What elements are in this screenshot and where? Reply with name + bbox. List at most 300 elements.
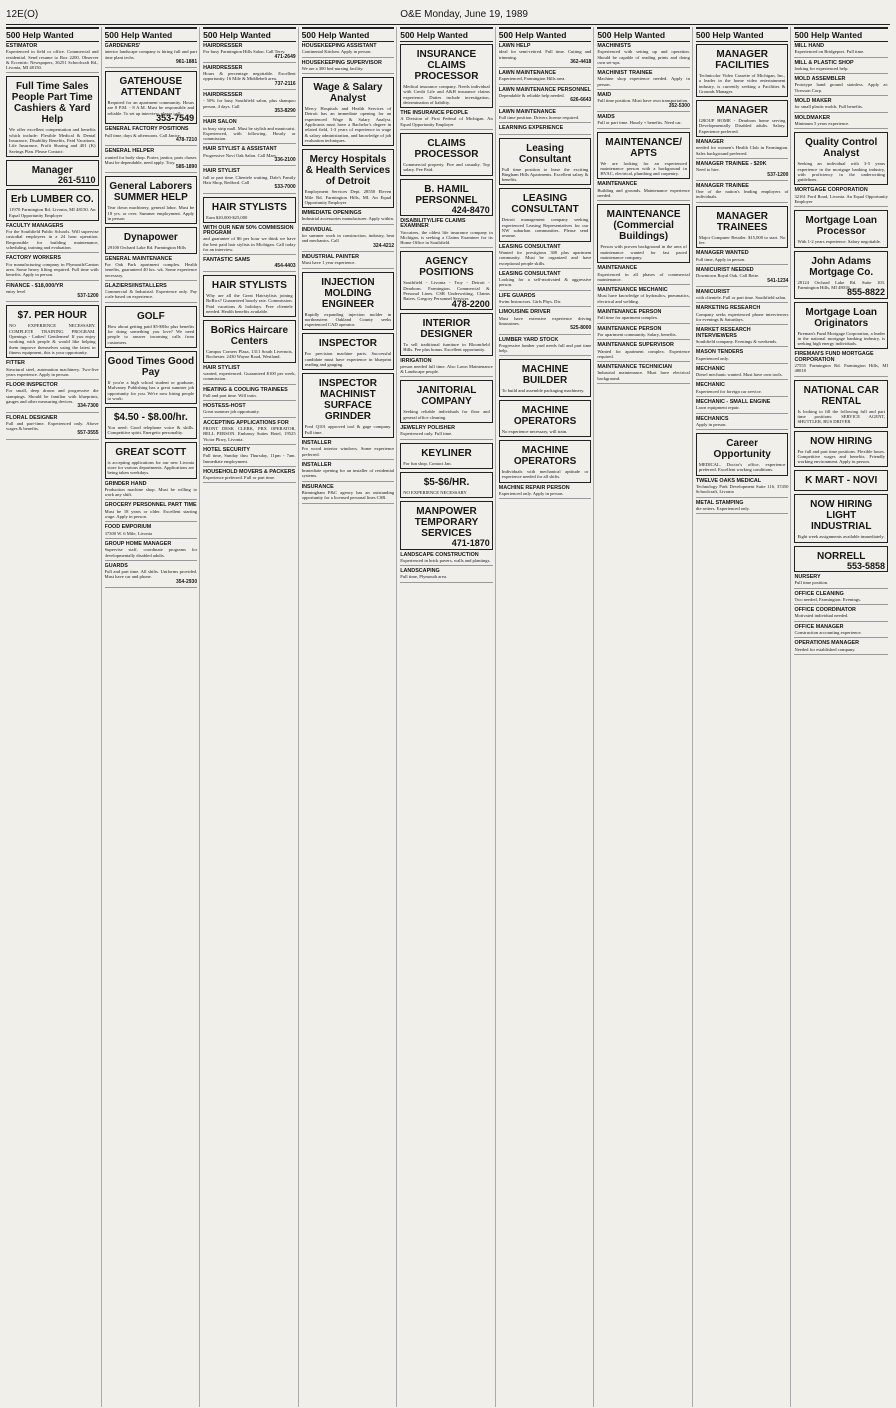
ad-body: Technicolor Video Cassette of Michigan, Inc., a leader in the home video entertainment industry, is currently seeking a Facilities & Grounds Manager. — [698, 73, 786, 94]
ad-title: INSURANCE — [301, 483, 334, 490]
ad-body: Full time position. Drivers license required. — [498, 114, 580, 120]
ad-title: MAINTENANCE MECHANIC — [597, 287, 668, 294]
ad-body: Progressive Novi Oak Salon. Call Mary. — [203, 152, 278, 158]
ad-title: MOLD MAKER — [794, 98, 832, 105]
ad-body: needed for women's Health Club in Farmington. Sales background preferred. — [695, 145, 789, 156]
ad-body: die setters. Experienced only. — [695, 505, 750, 511]
issue-date: O&E Monday, June 19, 1989 — [400, 8, 528, 20]
classified-ad — [696, 479, 789, 498]
ad-phone: 261-5110 — [58, 174, 96, 185]
column-heading: 500 Help Wanted — [499, 27, 592, 42]
ad-title: FACULTY MANAGERS — [6, 222, 64, 229]
ad-title: HAIR STYLIST & ASSISTANT — [203, 146, 277, 153]
ad-phone: 626-6643 — [570, 97, 592, 104]
ad-title: MAINTENANCE (Commercial Buildings) — [606, 209, 681, 243]
ad-body: Full and part time. All shifts. Uniforms provided. Must have car and phone. — [104, 569, 198, 580]
ad-body: Experienced in field or office. Commercial and residential. Send resume to Box 2200, Observer & Eccentric Newspapers, 36251 Schoolcraft Rd., Livonia, MI 48150. — [6, 49, 99, 71]
ad-body: Full time, days & afternoons. Call Janice. — [104, 132, 181, 138]
ad-body: For full and part time positions. Flexible hours. Competitive wages and benefits. Friendly working environment. Apply in person. — [797, 448, 885, 465]
ad-title: $4.50 - $8.00/hr. — [113, 412, 188, 424]
ad-title: Career Opportunity — [713, 438, 771, 461]
classified-ad — [6, 361, 99, 380]
ad-title: Manager — [31, 164, 73, 176]
classified-ad — [597, 115, 690, 129]
ad-title: FANTASTIC SAMS — [203, 257, 251, 264]
classified-ad — [400, 443, 493, 469]
column-heading: 500 Help Wanted — [794, 27, 888, 42]
ad-body: Supervise staff, coordinate programs for developmentally disabled adults. — [104, 547, 198, 558]
classified-column — [203, 27, 299, 1407]
ad-title: LIFE GUARDS — [498, 292, 536, 299]
ad-title: HOUSEHOLD MOVERS & PACKERS — [203, 468, 296, 475]
ad-phone: 737-2116 — [274, 80, 296, 87]
classified-ad — [794, 575, 888, 589]
classified-ad — [794, 132, 888, 185]
ad-title: MAIDS — [597, 113, 615, 120]
ad-title: MAINTENANCE SUPERVISOR — [597, 342, 674, 349]
ad-body: Experience preferred. Full or part time. — [203, 475, 276, 481]
ad-body: - 50% for busy Southfield salon, plus shampoo person, 4 days. Call — [203, 98, 296, 109]
classified-ad — [400, 111, 493, 130]
ad-body: We are looking for an experienced maintenance person with a background in HVAC, electrical, plumbing and carpentry. — [600, 160, 687, 177]
ad-body: Two needed, Farmington. Evenings. — [794, 596, 861, 602]
ad-body: Swim Instructors. Girls Phys. Dir. — [498, 299, 562, 305]
ad-title: K MART - NOVI — [805, 475, 878, 487]
classified-ad — [696, 162, 789, 181]
ad-body: Minimum 5 years experience. — [794, 120, 850, 126]
ad-title: HOUSEKEEPING SUPERVISOR — [301, 59, 382, 66]
classified-ad — [302, 61, 395, 75]
ad-body: Hours & percentage negotiable. Excellent opportunity. 16 Mile & Middlebelt area. — [203, 71, 296, 82]
ad-title: MANAGER TRAINEE — [695, 182, 749, 189]
ad-title: ACCEPTING APPLICATIONS FOR — [203, 419, 289, 426]
ad-body: Structural steel, automation machinery. Two-five years experience. Apply in person. — [6, 366, 99, 377]
ad-body: person needed full time. Also Lawn Maintenance & Landscape people. — [400, 363, 493, 375]
classified-ad — [400, 313, 493, 356]
ad-body: If you're a high school student or graduate, Mulvaney Publishing has a great summer job opportunity for you. We're now hiring people to work: — [107, 379, 195, 401]
ad-body: Diesel mechanic wanted. Must have own tools. — [695, 372, 783, 378]
ad-title: HAIR STYLIST — [203, 364, 240, 371]
ad-body: Lawn equipment repair. — [695, 405, 740, 411]
ad-body: No experience necessary, will train. — [501, 428, 568, 434]
ad-title: LEASING CONSULTANT — [498, 243, 561, 250]
ad-body: Experienced with setting up and operation. Should be capable of reading prints and doing own set-ups. — [597, 49, 690, 65]
classified-ad — [597, 343, 690, 362]
ad-title: JEWELRY POLISHER — [400, 425, 456, 432]
classified-column — [794, 27, 890, 1407]
classified-ad — [794, 431, 888, 468]
ad-body: Production machine shop. Must be willing to work any shift. — [104, 486, 198, 498]
classified-ad — [105, 306, 198, 348]
ad-title: LUMBER YARD STOCK — [498, 336, 559, 343]
classified-ad — [597, 365, 690, 384]
ad-title: MOLD ASSEMBLER — [794, 76, 846, 83]
ad-body: Building and grounds. Maintenance experience needed. — [597, 187, 690, 199]
ad-body: For the Southfield Public Schools. Will supervise custodial employees in a 24 hour operation. Responsible for building maintenance, scheduling, training and evaluation. — [6, 229, 99, 251]
classified-ad — [794, 494, 888, 542]
ad-body: for summer work in construction, industry, heat and mechanics. Call — [301, 233, 395, 244]
ad-title: LAWN MAINTENANCE — [498, 70, 556, 77]
ad-title: WITH OUR NEW 50% COMMISSION PROGRAM — [203, 224, 294, 237]
ad-title: FLOOR INSPECTOR — [6, 382, 58, 389]
ad-body: wanted for body shop. Porter, janitor, parts chaser. Must be dependable, need apply. Troy. — [104, 154, 198, 165]
classified-ad — [203, 366, 296, 385]
ad-body: Dependable & reliable help needed. — [498, 93, 565, 99]
classified-ad — [105, 149, 198, 173]
classified-ad — [302, 272, 395, 331]
classified-ad — [203, 66, 296, 90]
ad-title: FITTER — [6, 360, 25, 367]
ad-body: One of the nation's leading employers of individuals. — [695, 189, 789, 200]
classified-ad — [302, 255, 395, 269]
classified-ad — [597, 182, 690, 201]
ad-body: How about getting paid $5-$8/hr plus benefits for doing something you love? We need people to answer incoming calls from customers. — [107, 323, 195, 345]
classified-column — [499, 27, 595, 1407]
ad-body: With 1-2 years experience. Salary negotiable. — [797, 239, 882, 245]
ad-body: Need to hire. — [695, 167, 720, 173]
ad-body: Full time for apartment complex. — [597, 315, 659, 321]
ad-title: HAIRDRESSER — [203, 43, 243, 49]
classified-ad — [400, 501, 493, 549]
classified-ad — [794, 44, 888, 58]
ad-title: MANPOWER TEMPORARY SERVICES — [414, 506, 479, 540]
ad-body: For wood interior windows. Some experience preferred. — [301, 446, 395, 457]
ad-title: HAIR STYLISTS — [211, 279, 287, 291]
ad-body: Ford Q101 approved tool & gage company. Full time. — [304, 424, 392, 435]
classified-ad — [696, 400, 789, 414]
ad-body: Must have 1 year experience. — [301, 260, 356, 266]
classified-ad — [499, 188, 592, 241]
ad-phone: 353-7549 — [156, 113, 195, 124]
ad-title: MACHINE OPERATORS — [513, 444, 577, 467]
ad-phone: 557-3555 — [77, 430, 99, 437]
ad-body: Looking for a self-motivated & aggressive person. — [498, 277, 592, 288]
classified-ad — [105, 127, 198, 146]
ad-title: NURSERY — [794, 573, 821, 580]
ad-title: MAINTENANCE — [597, 181, 638, 188]
classified-column — [696, 27, 792, 1407]
classified-ad — [696, 350, 789, 364]
classified-ad — [400, 426, 493, 440]
ad-body: Full and part time. Will train. — [203, 392, 257, 398]
ad-phone: 352-5300 — [668, 102, 690, 109]
ad-title: MILL & PLASTIC SHOP — [794, 59, 854, 66]
classified-ad — [696, 290, 789, 304]
ad-body: 32161 Ford Road, Livonia. An Equal Opportunity Employer — [794, 193, 888, 205]
ad-title: MACHINIST TRAINEE — [597, 70, 653, 77]
ad-body: in busy strip mall. Must be stylish and manicurist. Experienced, with following. Hourly or commission. — [203, 125, 296, 142]
classified-ad — [794, 352, 888, 376]
ad-title: MANICURIST — [695, 288, 730, 295]
ad-body: Progressive lumber yard needs full and part time help. — [498, 342, 592, 354]
classified-column — [597, 27, 693, 1407]
ad-body: Is looking to fill the following full and part time positions: SERVICE AGENT, SHUTTLER, BUS DRIVER — [797, 408, 885, 425]
ad-phone: 585-1890 — [175, 164, 198, 171]
ad-body: Machine shop experience needed. Apply in person. — [597, 76, 690, 87]
classified-ad — [400, 179, 493, 216]
ad-title: HOSTESS-HOST — [203, 403, 246, 410]
ad-phone: 334-7300 — [77, 403, 99, 410]
ad-body: Full and part-time. Experienced only. Above wages & benefits. — [6, 420, 99, 432]
classified-ad — [105, 503, 198, 522]
classified-ad — [203, 93, 296, 117]
ad-title: INSURANCE CLAIMS PROCESSOR — [414, 49, 479, 82]
ad-title: MORTGAGE CORPORATION — [794, 187, 868, 194]
classified-ad — [302, 77, 395, 146]
ad-body: Experienced in brick pavers, walls and plantings. — [400, 557, 491, 563]
ad-title: HAIR STYLIST — [203, 168, 240, 175]
ad-body: We offer excellent compensation and benefits which include: Flexible Medical & Dental Insurance, Disability Benefits, Paid Vacations, Life Insurance, Profit Sharing and 401 (K) Savings Plan. Please Contact: — [9, 127, 96, 154]
ad-body: Must have extensive experience driving limousines. — [498, 315, 592, 326]
ad-body: Experienced only. Apply in person. — [498, 490, 564, 496]
classified-ad — [302, 441, 395, 460]
classified-ad — [794, 380, 888, 428]
ad-body: is accepting applications for our new Livonia store for various departments. Applications are being taken weekdays. — [107, 459, 195, 476]
ad-title: HOTEL SECURITY — [203, 446, 251, 453]
ad-body: Required for an apartment community. Hours are 8 P.M. - 8 A.M. Must be responsible and reliable. To set up interview, please call: — [107, 100, 195, 116]
ad-title: FLORAL DESIGNER — [6, 414, 58, 421]
ad-phone: 478-7210 — [175, 136, 198, 143]
ad-title: MANAGER — [695, 139, 724, 146]
ad-body: 29100 Orchard Lake Rd. Farmington Hills — [107, 245, 186, 251]
classified-column — [400, 27, 496, 1407]
classified-ad — [597, 327, 690, 341]
ad-body: and guarantee of $6 per hour we think we have the best paid hair stylists in Michigan. Call today for an interview. — [203, 236, 296, 253]
ad-body: Campus Corners Plaza, 1311 South Livernois, Rochester. 2430 Wayne Road, Westland. — [206, 349, 293, 360]
classified-ad — [696, 100, 789, 137]
ad-title: GENERAL FACTORY POSITIONS — [104, 126, 189, 133]
ad-body: Full time position. Must have own transportation. — [597, 98, 689, 104]
ad-body: Birmingham P&C agency has an outstanding opportunity for a licensed personal lines CSR. — [301, 489, 395, 501]
ad-body: Experienced only. Full time. — [400, 431, 453, 437]
ad-body: For manufacturing company in Plymouth/Canton area. Some heavy lifting required. Full time with benefits. Apply in person. — [6, 261, 99, 278]
ad-title: MAINTENANCE TECHNICIAN — [597, 364, 672, 371]
ad-body: Full or part time. Hourly + benefits. Need car. — [597, 120, 682, 126]
classified-ad — [597, 266, 690, 285]
ad-phone: 362-4418 — [570, 58, 592, 65]
ad-body: Prototype hand ground stainless. Apply at: Tirexson Corp. — [794, 82, 888, 93]
ad-phone: 324-4212 — [373, 242, 395, 249]
classified-ad — [6, 383, 99, 412]
ad-body: 27555 Farmington Rd. Farmington Hills, MI 48018 — [794, 363, 888, 374]
classified-ad — [696, 501, 789, 515]
ad-title: MANAGER — [716, 105, 768, 117]
ad-title: MECHANIC — [695, 382, 725, 389]
ad-title: HOUSEKEEPING ASSISTANT — [301, 43, 377, 49]
ad-body: Motivated individual needed. — [794, 613, 849, 619]
classified-ad — [597, 288, 690, 307]
ad-body: You need: Good telephone voice & skills. Competitive spirit. Energetic personality. — [107, 425, 195, 436]
ad-title: DISABILITY/LIFE CLAIMS EXAMINER — [400, 217, 466, 230]
ad-body: Employment Services Dept. 28550 Eleven Mile Rd. Farmington Hills, MI. An Equal Opportunity Employer — [304, 189, 392, 205]
ad-title: GRINDER HAND — [104, 480, 147, 487]
ad-title: MACHINE OPERATORS — [513, 404, 577, 427]
ad-title: MECHANICS — [695, 415, 729, 422]
classified-ad — [794, 99, 888, 113]
classified-ad — [597, 93, 690, 112]
ad-title: IRRIGATION — [400, 357, 432, 364]
ad-body: Experienced, Farmington Hills area. — [498, 76, 566, 82]
ad-phone: 424-8470 — [451, 204, 490, 215]
ad-title: LANDSCAPING — [400, 568, 440, 575]
classified-ad — [696, 367, 789, 381]
ad-body: GROUP HOME - Dearborn home serving Developmentally Disabled adults. Salary. Experience preferred. — [698, 118, 786, 134]
ad-title: OFFICE COORDINATOR — [794, 607, 856, 614]
classified-ad — [400, 472, 493, 498]
ad-phone: 353-8290 — [274, 107, 296, 114]
ad-title: LEARNING EXPERIENCE — [498, 125, 564, 132]
ad-body: For Oak Park apartment complex. Health benefits, guaranteed 40 hrs. wk. Some experience necessary. — [104, 261, 198, 278]
classified-ad — [499, 245, 592, 269]
classified-ad — [400, 380, 493, 423]
ad-title: HAIRDRESSER — [203, 64, 243, 71]
ad-body: Must have knowledge of hydraulics, pneumatics, electrical and welding. — [597, 293, 690, 304]
ad-title: MAINTENANCE — [597, 265, 638, 272]
ad-body: Medical insurance company. Needs individual with Credit Life and A&H insurance claims experience. Duties include investigation, determination of liability. — [403, 84, 490, 105]
ad-body: Experienced on Bridgeport. Full time. — [794, 49, 865, 55]
ad-body: Rapidly expanding injection molder in northeastern Oakland County seeks experienced CAD operator. — [304, 311, 392, 328]
classified-ad — [794, 302, 888, 350]
classified-ad — [6, 256, 99, 280]
ad-title: FIREMAN'S FUND MORTGAGE CORPORATION — [794, 351, 874, 363]
ad-phone: 478-2200 — [451, 298, 490, 309]
ad-body: Earn $20,000-$25,000 — [206, 214, 248, 220]
ad-title: John Adams Mortgage Co. — [809, 255, 874, 278]
classified-ad — [499, 440, 592, 483]
ad-title: MILL HAND — [794, 43, 824, 49]
classified-ad — [499, 359, 592, 396]
ad-body: Commercial property. Fire and casualty. Top salary. Fee Paid. — [403, 162, 490, 173]
classified-ad — [400, 569, 493, 583]
ad-phone: 471-2649 — [274, 53, 296, 60]
classified-ad — [203, 120, 296, 144]
classified-ad — [794, 608, 888, 622]
ad-body: with clientele. Full or part time. Southfield salon. — [695, 295, 787, 301]
ad-body: Great summer job opportunity. — [203, 409, 260, 415]
ad-body: Continental Kitchen. Apply in person. — [301, 49, 372, 55]
ad-title: MAINTENANCE PERSON — [597, 309, 662, 316]
ad-body: Commercial & Industrial. Experience only. Pay scale based on experience. — [104, 289, 198, 300]
ad-body: ideal for semi-retired. Full time. Cutting and trimming. — [498, 49, 592, 60]
ad-title: CLAIMS PROCESSOR — [414, 138, 479, 161]
ad-title: FOOD EMPORIUM — [104, 524, 152, 531]
ad-body: A Division of First Federal of Michigan. An Equal Opportunity Employer — [400, 116, 493, 127]
ad-title: HEATING & COOLING TRAINEES — [203, 386, 288, 393]
classified-ad — [499, 44, 592, 68]
classified-ad — [400, 219, 493, 248]
ad-body: Industrial maintenance. Must have electrical background. — [597, 370, 690, 381]
ad-phone: 454-4403 — [274, 262, 296, 269]
ad-title: Mortgage Loan Processor — [805, 215, 878, 238]
ad-phone: 533-7000 — [274, 184, 296, 191]
classified-ad — [696, 140, 789, 159]
ad-phone: 541-1234 — [767, 277, 789, 284]
ad-title: MECHANIC - SMALL ENGINE — [695, 398, 771, 405]
classified-ad — [794, 592, 888, 606]
ad-body: Tear down machinery, general labor. Must be 18 yrs. or over. Summer employment. Apply in person — [107, 205, 195, 222]
ad-body: Technology Park Development Suite 116, 37450 Schoolcraft, Livonia — [695, 484, 789, 495]
ad-body: To build and assemble packaging machinery. — [501, 388, 585, 394]
ad-title: GUARDS — [104, 562, 128, 569]
classified-ad — [499, 110, 592, 124]
classified-ad — [794, 625, 888, 639]
ad-body: Eight week assignments available immediately. — [797, 534, 885, 540]
column-heading: 500 Help Wanted — [203, 27, 296, 42]
classified-ad — [105, 564, 198, 588]
classified-ad — [794, 210, 888, 247]
ad-title: MARKETING RESEARCH — [695, 305, 761, 312]
ad-title: MACHINE BUILDER — [521, 364, 569, 387]
classified-columns — [6, 27, 890, 1407]
ad-title: MACHINE REPAIR PERSON — [498, 484, 570, 491]
ad-title: MAINTENANCE PERSON — [597, 325, 662, 332]
ad-body: entry level — [6, 288, 26, 294]
ad-title: MAID — [597, 92, 612, 99]
ad-title: GROCERY PERSONNEL PART TIME — [104, 502, 197, 509]
ad-phone: 961-1881 — [175, 58, 198, 65]
classified-ad — [302, 44, 395, 58]
classified-ad — [6, 305, 99, 358]
ad-title: OFFICE CLEANING — [794, 590, 844, 597]
ad-title: LANDSCAPE CONSTRUCTION — [400, 551, 479, 558]
classified-ad — [794, 641, 888, 655]
classified-ad — [105, 407, 198, 439]
classified-ad — [105, 227, 198, 253]
classified-ad — [203, 275, 296, 317]
classified-ad — [203, 388, 296, 402]
classified-ad — [105, 71, 198, 124]
ad-title: HAIRDRESSER — [203, 92, 243, 99]
classified-column — [6, 27, 102, 1407]
classified-ad — [794, 77, 888, 96]
ad-title: Full Time Sales People Part Time Cashiers & Yard Help — [11, 81, 93, 126]
ad-title: GREAT SCOTT — [115, 446, 187, 458]
classified-ad — [6, 44, 99, 73]
classified-ad — [105, 542, 198, 561]
classified-ad — [203, 320, 296, 363]
classified-ad — [203, 448, 296, 467]
classified-ad — [105, 482, 198, 501]
column-heading: 500 Help Wanted — [696, 27, 789, 42]
classified-ad — [203, 44, 296, 63]
ad-body: For busy Farmington Hills Salon. Call Terry. — [203, 49, 286, 55]
ad-title: GENERAL HELPER — [104, 148, 155, 155]
ad-title: MACHINISTS — [597, 43, 631, 49]
classified-ad — [794, 546, 888, 572]
classified-ad — [794, 188, 888, 207]
ad-body: Apply in person. — [695, 421, 727, 427]
ad-body: Industrial accessories manufacturer. Apply within. — [301, 216, 395, 222]
ad-phone: 537-1200 — [77, 293, 99, 300]
classified-ad — [696, 206, 789, 249]
classified-ad — [597, 71, 690, 90]
classified-ad — [203, 258, 296, 272]
ad-body: Experienced in all phases of commercial maintenance. — [597, 271, 690, 282]
ad-title: NORRELL — [817, 550, 866, 562]
ad-body: Wanted for apartment complex. Experience required. — [597, 348, 690, 359]
ad-title: GENERAL MAINTENANCE — [104, 255, 173, 262]
ad-title: LEASING CONSULTANT — [511, 193, 579, 216]
classified-ad — [597, 204, 690, 263]
ad-body: Full time, Sunday thru Thursday, 11pm - 7am. Immediate employment. — [203, 453, 296, 464]
ad-title: LAWN MAINTENANCE PERSONNEL — [498, 86, 592, 93]
ad-body: To sell traditional furniture in Bloomfield Hills. Fee plus bonus. Excellent opportunity. — [403, 341, 490, 353]
classified-ad — [499, 88, 592, 107]
ad-title: GROUP HOME MANAGER — [104, 540, 172, 547]
classified-ad — [302, 333, 395, 370]
ad-title: INJECTION MOLDING ENGINEER — [321, 276, 375, 310]
classified-ad — [6, 284, 99, 303]
